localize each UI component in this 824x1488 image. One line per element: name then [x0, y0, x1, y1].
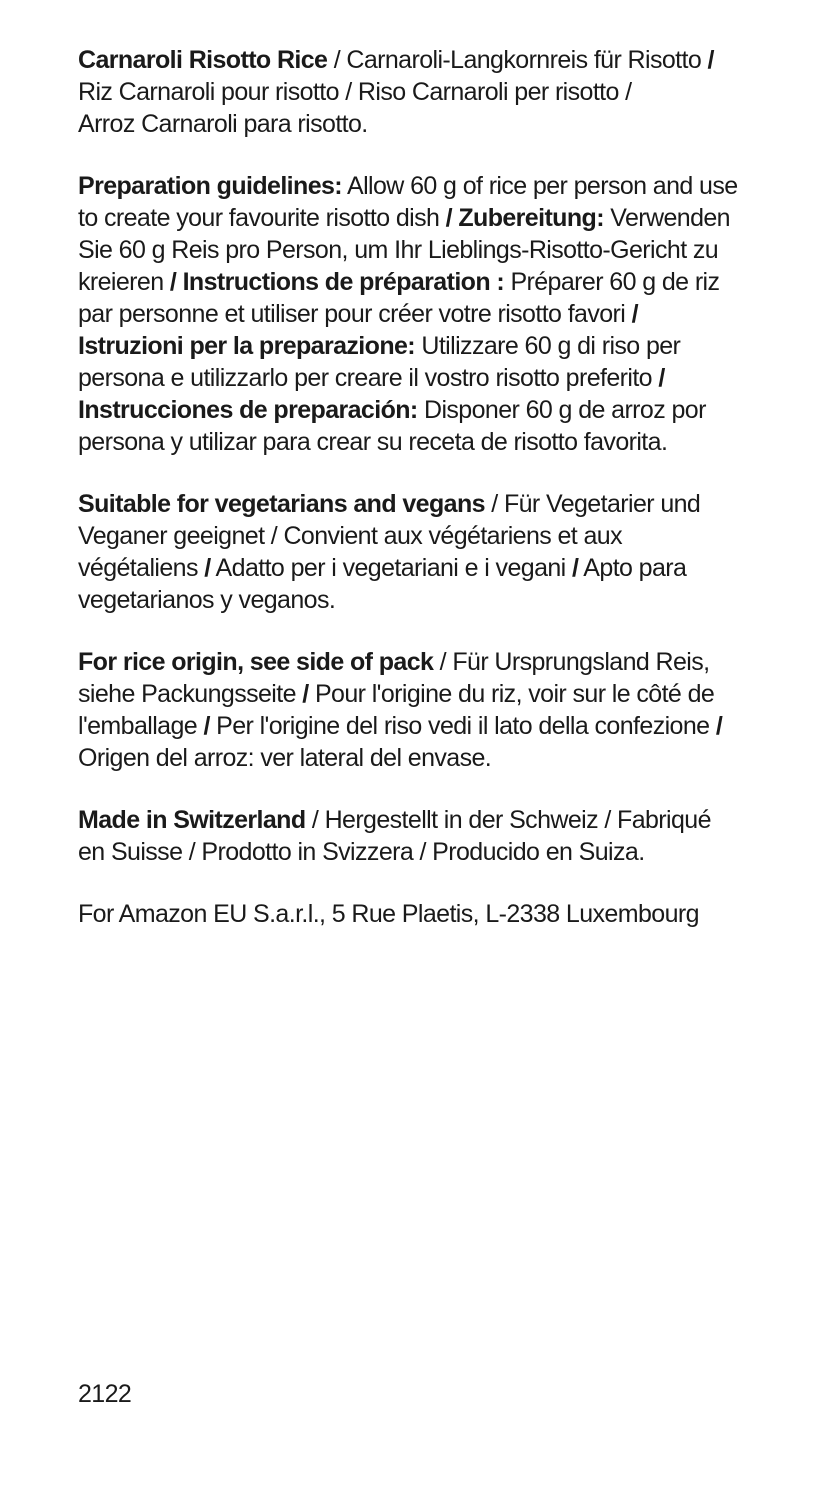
preparation-guidelines-paragraph: [78, 170, 778, 458]
text-segment: Pour l'origine du riz, voir sur le côté de: [308, 680, 715, 708]
rice-origin-paragraph: [78, 646, 778, 774]
label-text: [78, 44, 778, 960]
text-segment: en Suisse / Prodotto in Svizzera / Producido en Suiza.: [78, 838, 645, 866]
text-segment: Allow 60 g of rice per person and use: [342, 172, 738, 200]
text-segment: végétaliens: [78, 554, 205, 582]
bold-text-segment: Istruzioni per la preparazione:: [78, 332, 416, 360]
text-segment: / Für Ursprungsland Reis,: [433, 648, 710, 676]
text-segment: persona e utilizzarlo per creare il vostro risotto preferito: [78, 364, 659, 392]
text-segment: Verwenden: [603, 204, 730, 232]
bold-text-segment: / Zubereitung:: [445, 204, 604, 232]
text-segment: Riz Carnaroli pour risotto / Riso Carnaroli per risotto /: [78, 78, 632, 106]
text-segment: / Für Vegetarier und: [484, 490, 701, 518]
distributor-address-paragraph: [78, 898, 778, 930]
text-segment: kreieren: [78, 268, 170, 296]
text-segment: Disponer 60 g de arroz por: [417, 396, 706, 424]
bold-text-segment: Suitable for vegetarians and vegans: [78, 490, 485, 518]
text-segment: / Carnaroli-Langkornreis für Risotto: [327, 46, 708, 74]
text-segment: For Amazon EU S.a.r.l., 5 Rue Plaetis, L-2338 Luxembourg: [78, 900, 699, 928]
bold-text-segment: Preparation guidelines:: [78, 172, 343, 200]
bold-text-segment: /: [631, 300, 638, 328]
text-segment: Veganer geeignet / Convient aux végétariens et aux: [78, 522, 623, 550]
product-code: 2122: [78, 1380, 132, 1408]
text-segment: / Hergestellt in der Schweiz / Fabriqué: [305, 806, 711, 834]
text-segment: Utilizzare 60 g di riso per: [415, 332, 681, 360]
bold-text-segment: For rice origin, see side of pack: [78, 648, 434, 676]
text-segment: Origen del arroz: ver lateral del envase.: [78, 744, 492, 772]
bold-text-segment: /: [204, 554, 211, 582]
text-segment: to create your favourite risotto dish: [78, 204, 446, 232]
text-segment: persona y utilizar para crear su receta de risotto favorita.: [78, 428, 668, 456]
bold-text-segment: /: [203, 712, 210, 740]
bold-text-segment: Instrucciones de preparación:: [78, 396, 418, 424]
bold-text-segment: /: [707, 46, 714, 74]
bold-text-segment: Carnaroli Risotto Rice: [78, 46, 328, 74]
text-segment: Per l'origine del riso vedi il lato della confezione: [209, 712, 716, 740]
text-segment: Arroz Carnaroli para risotto.: [78, 110, 368, 138]
text-segment: vegetarianos y veganos.: [78, 586, 336, 614]
bold-text-segment: / Instructions de préparation :: [169, 268, 505, 296]
text-segment: Préparer 60 g de riz: [504, 268, 720, 296]
text-segment: Apto para: [578, 554, 687, 582]
text-segment: par personne et utiliser pour créer votre risotto favori: [78, 300, 632, 328]
text-segment: l'emballage: [78, 712, 204, 740]
bold-text-segment: /: [715, 712, 723, 740]
text-segment: siehe Packungsseite: [78, 680, 303, 708]
text-segment: Sie 60 g Reis pro Person, um Ihr Lieblings-Risotto-Gericht zu: [78, 236, 719, 264]
bold-text-segment: /: [302, 680, 309, 708]
made-in-paragraph: [78, 804, 778, 868]
bold-text-segment: Made in Switzerland: [78, 806, 306, 834]
bold-text-segment: /: [658, 364, 665, 392]
bold-text-segment: /: [571, 554, 579, 582]
dietary-suitability-paragraph: [78, 488, 778, 616]
text-segment: Adatto per i vegetariani e i vegani: [210, 554, 572, 582]
product-name-paragraph: [78, 44, 778, 140]
